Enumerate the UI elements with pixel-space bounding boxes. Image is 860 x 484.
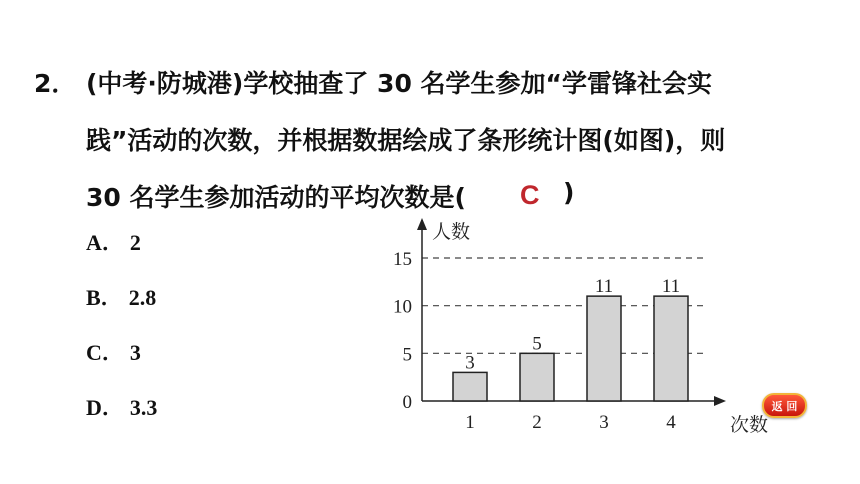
x-tick-label: 3 [599, 412, 609, 433]
option-a[interactable] [86, 226, 141, 257]
option-d-text: 3.3 [129, 395, 158, 420]
question-text-3: 30 名学生参加活动的平均次数是( [86, 183, 466, 212]
option-d-letter: D． [86, 395, 124, 420]
option-a-letter: A． [86, 230, 124, 255]
x-tick-label: 2 [532, 412, 542, 433]
option-d[interactable] [86, 391, 157, 422]
option-a-text: 2 [129, 230, 141, 255]
bar-value-label: 5 [532, 333, 542, 355]
bar [520, 353, 554, 401]
bar [587, 296, 621, 401]
x-axis-label: 次数 [730, 414, 769, 436]
bar [453, 372, 487, 401]
bar-value-label: 11 [594, 276, 614, 298]
y-axis-arrow [417, 218, 427, 230]
bar [654, 296, 688, 401]
option-b-text: 2.8 [128, 285, 157, 310]
bar-value-label: 11 [661, 276, 681, 298]
x-axis-arrow [714, 396, 726, 406]
x-tick-label: 1 [465, 412, 475, 433]
answer-mark: C [520, 180, 540, 210]
answer-close-paren: ) [563, 178, 575, 207]
option-c-letter: C． [86, 340, 124, 365]
option-b-letter: B． [86, 285, 123, 310]
option-b[interactable] [86, 281, 156, 312]
y-tick-label: 10 [393, 296, 412, 318]
question-text-1: (中考·防城港)学校抽查了 30 名学生参加“学雷锋社会实 [86, 69, 712, 98]
question-number: 2． [34, 69, 77, 98]
x-tick-label: 4 [666, 412, 676, 433]
option-c-text: 3 [129, 340, 141, 365]
question-text-2: 践”活动的次数，并根据数据绘成了条形统计图(如图)，则 [86, 126, 726, 155]
y-tick-label: 0 [402, 392, 412, 413]
bar-value-label: 3 [465, 352, 475, 374]
y-tick-label: 15 [393, 249, 412, 270]
bar-chart [370, 210, 769, 440]
y-axis-label: 人数 [432, 221, 471, 243]
back-button[interactable]: 返 回 [762, 393, 807, 418]
y-tick-label: 5 [402, 344, 412, 366]
option-c[interactable] [86, 336, 141, 367]
